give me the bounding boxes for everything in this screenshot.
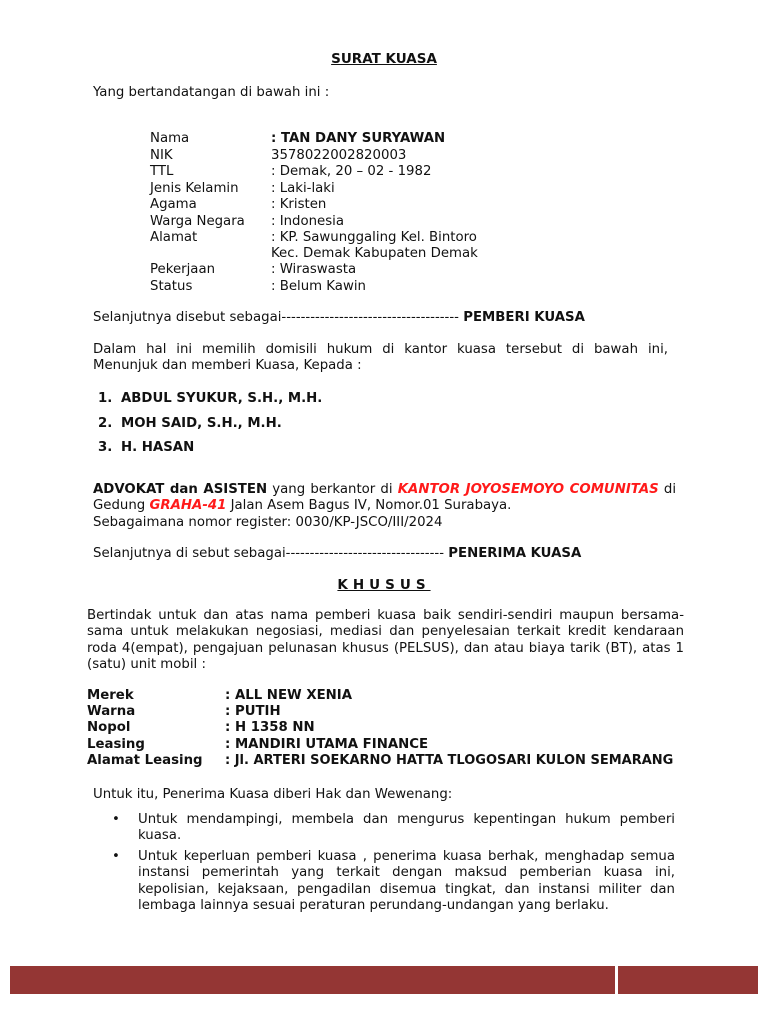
recipient-number: 2. — [98, 416, 113, 431]
office-paragraph — [93, 482, 676, 531]
vehicle-value: : PUTIH — [225, 704, 281, 719]
recipient-number: 1. — [98, 391, 113, 406]
recipient-name: MOH SAID, S.H., M.H. — [121, 416, 282, 431]
vehicle-label: Nopol — [87, 720, 131, 735]
identity-value: : Belum Kawin — [271, 279, 366, 294]
document-title: SURAT KUASA — [331, 51, 437, 67]
identity-label: Agama — [150, 197, 197, 212]
office-text: yang berkantor di — [272, 482, 393, 497]
office-building: GRAHA-41 — [149, 498, 227, 514]
pemberi-text: Selanjutnya disebut sebagai------------------------------------- — [93, 310, 459, 325]
footer-bar — [10, 966, 758, 994]
office-text: di Gedung — [93, 482, 677, 514]
bullet-icon: • — [112, 812, 120, 827]
identity-label: TTL — [150, 164, 174, 179]
vehicle-value: : ALL NEW XENIA — [225, 688, 353, 703]
vehicle-label: Warna — [87, 704, 136, 719]
identity-label: Warga Negara — [150, 214, 245, 229]
identity-value: : Wiraswasta — [271, 262, 357, 277]
vehicle-label: Leasing — [87, 737, 145, 752]
identity-value: 3578022002820003 — [271, 148, 407, 163]
identity-value: : Demak, 20 – 02 - 1982 — [271, 164, 432, 179]
rights-item: Untuk keperluan pemberi kuasa , penerima kuasa berhak, menghadap semua instansi pemerintah yang terkait dengan maksud pemberian kuasa ini, kepolisian, kejaksaan, pengadilan disemua tingkat, dan instansi militer dan lembaga lainnya sesuai peraturan perundang-undangan yang berlaku. — [138, 849, 675, 913]
identity-label: Pekerjaan — [150, 262, 216, 277]
identity-label: NIK — [150, 148, 173, 163]
identity-value: : KP. Sawunggaling Kel. Bintoro — [271, 230, 477, 245]
identity-value: : Kristen — [271, 197, 327, 212]
recipient-number: 3. — [98, 440, 113, 455]
identity-label: Alamat — [150, 230, 198, 245]
office-name: KANTOR JOYOSEMOYO COMUNITAS — [397, 482, 659, 497]
rights-intro: Untuk itu, Penerima Kuasa diberi Hak dan Wewenang: — [93, 787, 453, 802]
identity-value: : Laki-laki — [271, 181, 335, 196]
penerima-role: PENERIMA KUASA — [448, 546, 582, 561]
identity-value: : TAN DANY SURYAWAN — [271, 131, 446, 146]
bullet-icon: • — [112, 849, 120, 864]
identity-value: Kec. Demak Kabupaten Demak — [271, 246, 478, 261]
office-role: ADVOKAT dan ASISTEN — [93, 482, 268, 497]
domisili-paragraph: Dalam hal ini memilih domisili hukum di kantor kuasa tersebut di bawah ini, Menunjuk dan memberi Kuasa, Kepada : — [93, 342, 668, 374]
penerima-line — [93, 546, 581, 562]
vehicle-label: Alamat Leasing — [87, 753, 203, 768]
pemberi-line — [93, 310, 585, 326]
intro-text: Yang bertandatangan di bawah ini : — [93, 85, 330, 100]
vehicle-value: : Jl. ARTERI SOEKARNO HATTA TLOGOSARI KULON SEMARANG — [225, 753, 674, 768]
pemberi-role: PEMBERI KUASA — [463, 310, 585, 325]
vehicle-value: : H 1358 NN — [225, 720, 315, 735]
office-address: Jalan Asem Bagus IV, Nomor.01 Surabaya. — [230, 498, 512, 514]
identity-label: Status — [150, 279, 193, 294]
recipient-name: H. HASAN — [121, 440, 195, 455]
recipient-name: ABDUL SYUKUR, S.H., M.H. — [121, 391, 323, 406]
footer-divider — [615, 966, 618, 994]
identity-label: Nama — [150, 131, 190, 146]
vehicle-value: : MANDIRI UTAMA FINANCE — [225, 737, 429, 752]
office-register: Sebagaimana nomor register: 0030/KP-JSCO/III/2024 — [93, 514, 443, 530]
purpose-paragraph: Bertindak untuk dan atas nama pemberi kuasa baik sendiri-sendiri maupun bersama-sama untuk melakukan negosiasi, mediasi dan penyelesaian terkait kredit kendaraan roda 4(empat), pengajuan pelunasan khusus (PELSUS), dan atau biaya tarik (BT), atas 1 (satu) unit mobil : — [87, 608, 684, 672]
rights-item: Untuk mendampingi, membela dan mengurus kepentingan hukum pemberi kuasa. — [138, 812, 675, 844]
identity-label: Jenis Kelamin — [150, 181, 239, 196]
penerima-text: Selanjutnya di sebut sebagai--------------------------------- — [93, 546, 444, 561]
identity-value: : Indonesia — [271, 214, 345, 229]
section-khusus-heading: KHUSUS — [337, 577, 431, 593]
vehicle-label: Merek — [87, 688, 134, 703]
